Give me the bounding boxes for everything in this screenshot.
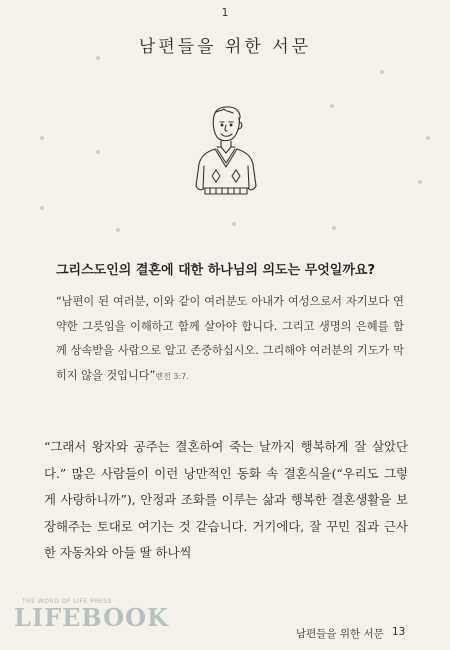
running-title: 남편들을 위한 서문: [296, 628, 384, 640]
paper-dot: [418, 180, 422, 184]
body-paragraph: [44, 434, 408, 567]
paragraph-text: “그래서 왕자와 공주는 결혼하여 죽는 날까지 행복하게 잘 살았단다.” 많은 사람들이 이런 낭만적인 동화 속 결혼식을(“우리도 그렇게 사랑하니까”), 안정과 조화를 이루는 삶과 행복한 결혼생활을 보장해주는 토대로 여기는 것 같습니다. 거기에다, 잘 꾸민 집과 근사한 자동차와 아들 딸 하나씩: [44, 439, 408, 560]
paper-dot: [40, 206, 44, 210]
chapter-title: 남편들을 위한 서문: [138, 37, 312, 57]
page-number: 13: [392, 626, 406, 638]
quote-reference: 벧전 3:7.: [155, 371, 189, 381]
paper-dot: [380, 70, 384, 74]
quote-text: “남편이 된 여러분, 이와 같이 여러분도 아내가 여성으로서 자기보다 연약한 그릇임을 이해하고 함께 살아야 합니다. 그리고 생명의 은혜를 함께 상속받을 사람으로 알고 존중하십시오. 그리해야 여러분의 기도가 막히지 않을 것입니다”: [56, 295, 404, 382]
paper-dot: [426, 136, 430, 140]
paper-dot: [40, 136, 44, 140]
logo-wordmark: LIFEBOOK: [14, 603, 169, 632]
scripture-quote: [56, 290, 404, 389]
paper-dot: [332, 226, 336, 230]
paper-dot: [116, 228, 120, 232]
logo-tagline: THE WORD OF LIFE PRESS: [22, 598, 112, 605]
paper-dot: [96, 150, 100, 154]
man-in-sweater-illustration: [186, 104, 266, 202]
chapter-number: 1: [221, 6, 229, 19]
publisher-logo: [14, 598, 169, 632]
paper-dot: [330, 104, 334, 108]
paper-dot: [232, 222, 236, 226]
section-question: 그리스도인의 결혼에 대한 하나님의 의도는 무엇일까요?: [56, 263, 376, 278]
